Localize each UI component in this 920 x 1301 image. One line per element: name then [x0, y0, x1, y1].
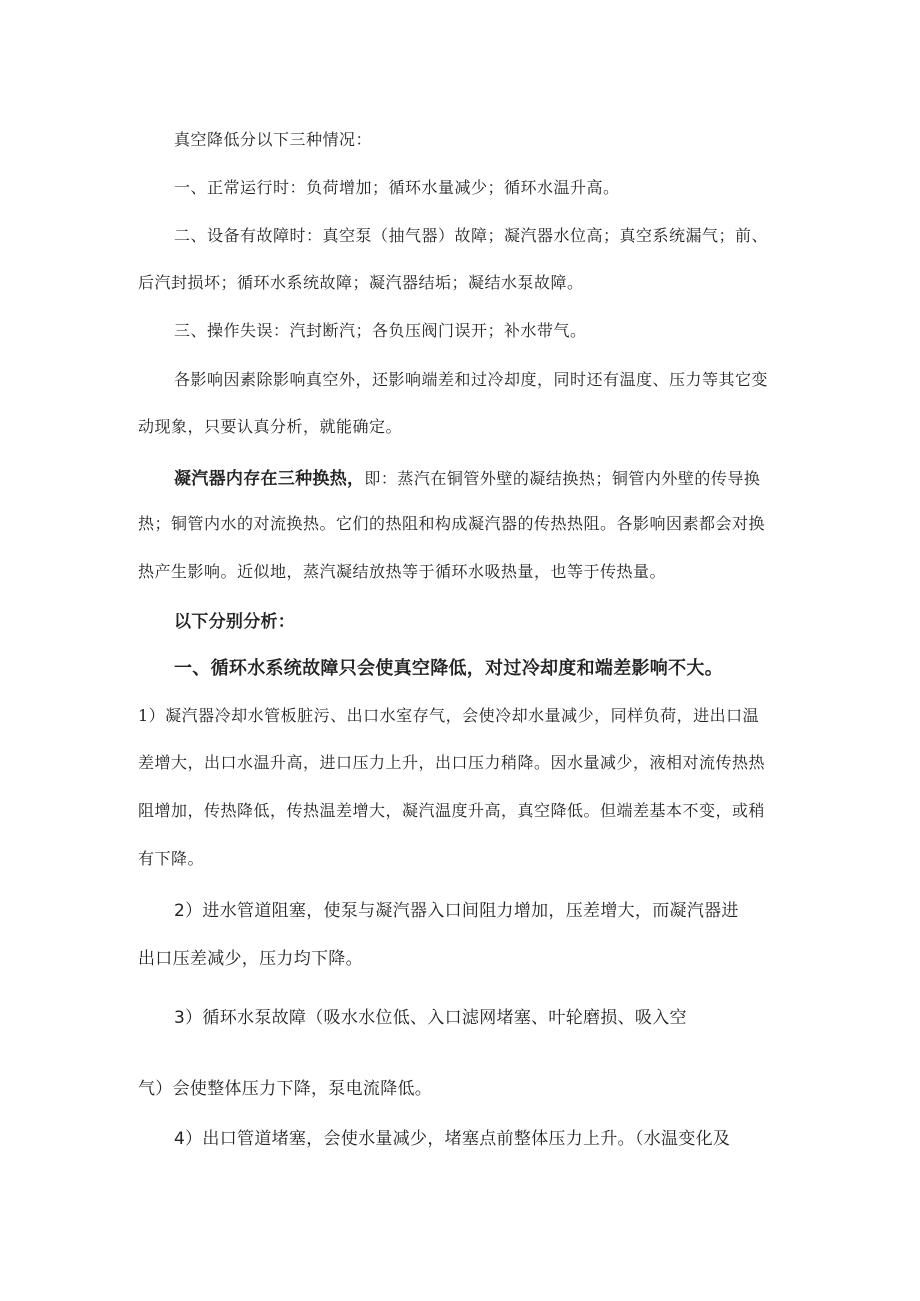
- item1-line4: 有下降。: [138, 849, 205, 868]
- paragraph-heat-line2: 热；铜管内水的对流换热。它们的热阻和构成凝汽器的传热热阻。各影响因素都会对换: [138, 514, 766, 533]
- item2-line2: 出口压差减少，压力均下降。: [138, 949, 363, 969]
- paragraph-case-fault-line2: 后汽封损坏；循环水系统故障；凝汽器结垢；凝结水泵故障。: [138, 273, 584, 292]
- paragraph-factors-line1: 各影响因素除影响真空外，还影响端差和过冷却度，同时还有温度、压力等其它变: [174, 370, 769, 389]
- item3-line2: 气）会使整体压力下降，泵电流降低。: [138, 1079, 433, 1099]
- item4-line1: 4）出口管道堵塞，会使水量减少，堵塞点前整体压力上升。（水温变化及: [174, 1129, 731, 1149]
- heading-analysis: 以下分别分析：: [174, 612, 296, 632]
- item1-line1: 1）凝汽器冷却水管板脏污、出口水室存气，会使冷却水量减少，同样负荷，进出口温: [138, 706, 760, 725]
- paragraph-case-fault-line1: 二、设备有故障时：真空泵（抽气器）故障；凝汽器水位高；真空系统漏气；前、: [174, 226, 769, 245]
- item1-line2: 差增大，出口水温升高，进口压力上升，出口压力稍降。因水量减少，液相对流传热热: [138, 753, 766, 772]
- paragraph-case-operation: 三、操作失误：汽封断汽；各负压阀门误开；补水带气。: [174, 321, 587, 340]
- item2-line1: 2）进水管道阻塞，使泵与凝汽器入口间阻力增加，压差增大，而凝汽器进: [174, 901, 739, 921]
- heat-exchange-rest: 即：蒸汽在铜管外壁的凝结换热；铜管内外壁的传导换: [364, 469, 761, 488]
- paragraph-factors-line2: 动现象，只要认真分析，就能确定。: [138, 417, 403, 436]
- paragraph-case-normal: 一、正常运行时：负荷增加；循环水量减少；循环水温升高。: [174, 178, 620, 197]
- item3-line1: 3）循环水泵故障（吸水水位低、入口滤网堵塞、叶轮磨损、吸入空: [174, 1008, 687, 1028]
- heading-section1: 一、循环水系统故障只会使真空降低，对过冷却度和端差影响不大。: [174, 658, 723, 679]
- paragraph-heat-line3: 热产生影响。近似地，蒸汽凝结放热等于循环水吸热量，也等于传热量。: [138, 562, 667, 581]
- item1-line3: 阻增加，传热降低，传热温差增大，凝汽温度升高，真空降低。但端差基本不变，或稍: [138, 801, 766, 820]
- paragraph-heat-line1: [174, 464, 920, 489]
- heat-exchange-emphasis: 凝汽器内存在三种换热，: [174, 469, 365, 489]
- paragraph-intro: 真空降低分以下三种情况：: [174, 130, 373, 149]
